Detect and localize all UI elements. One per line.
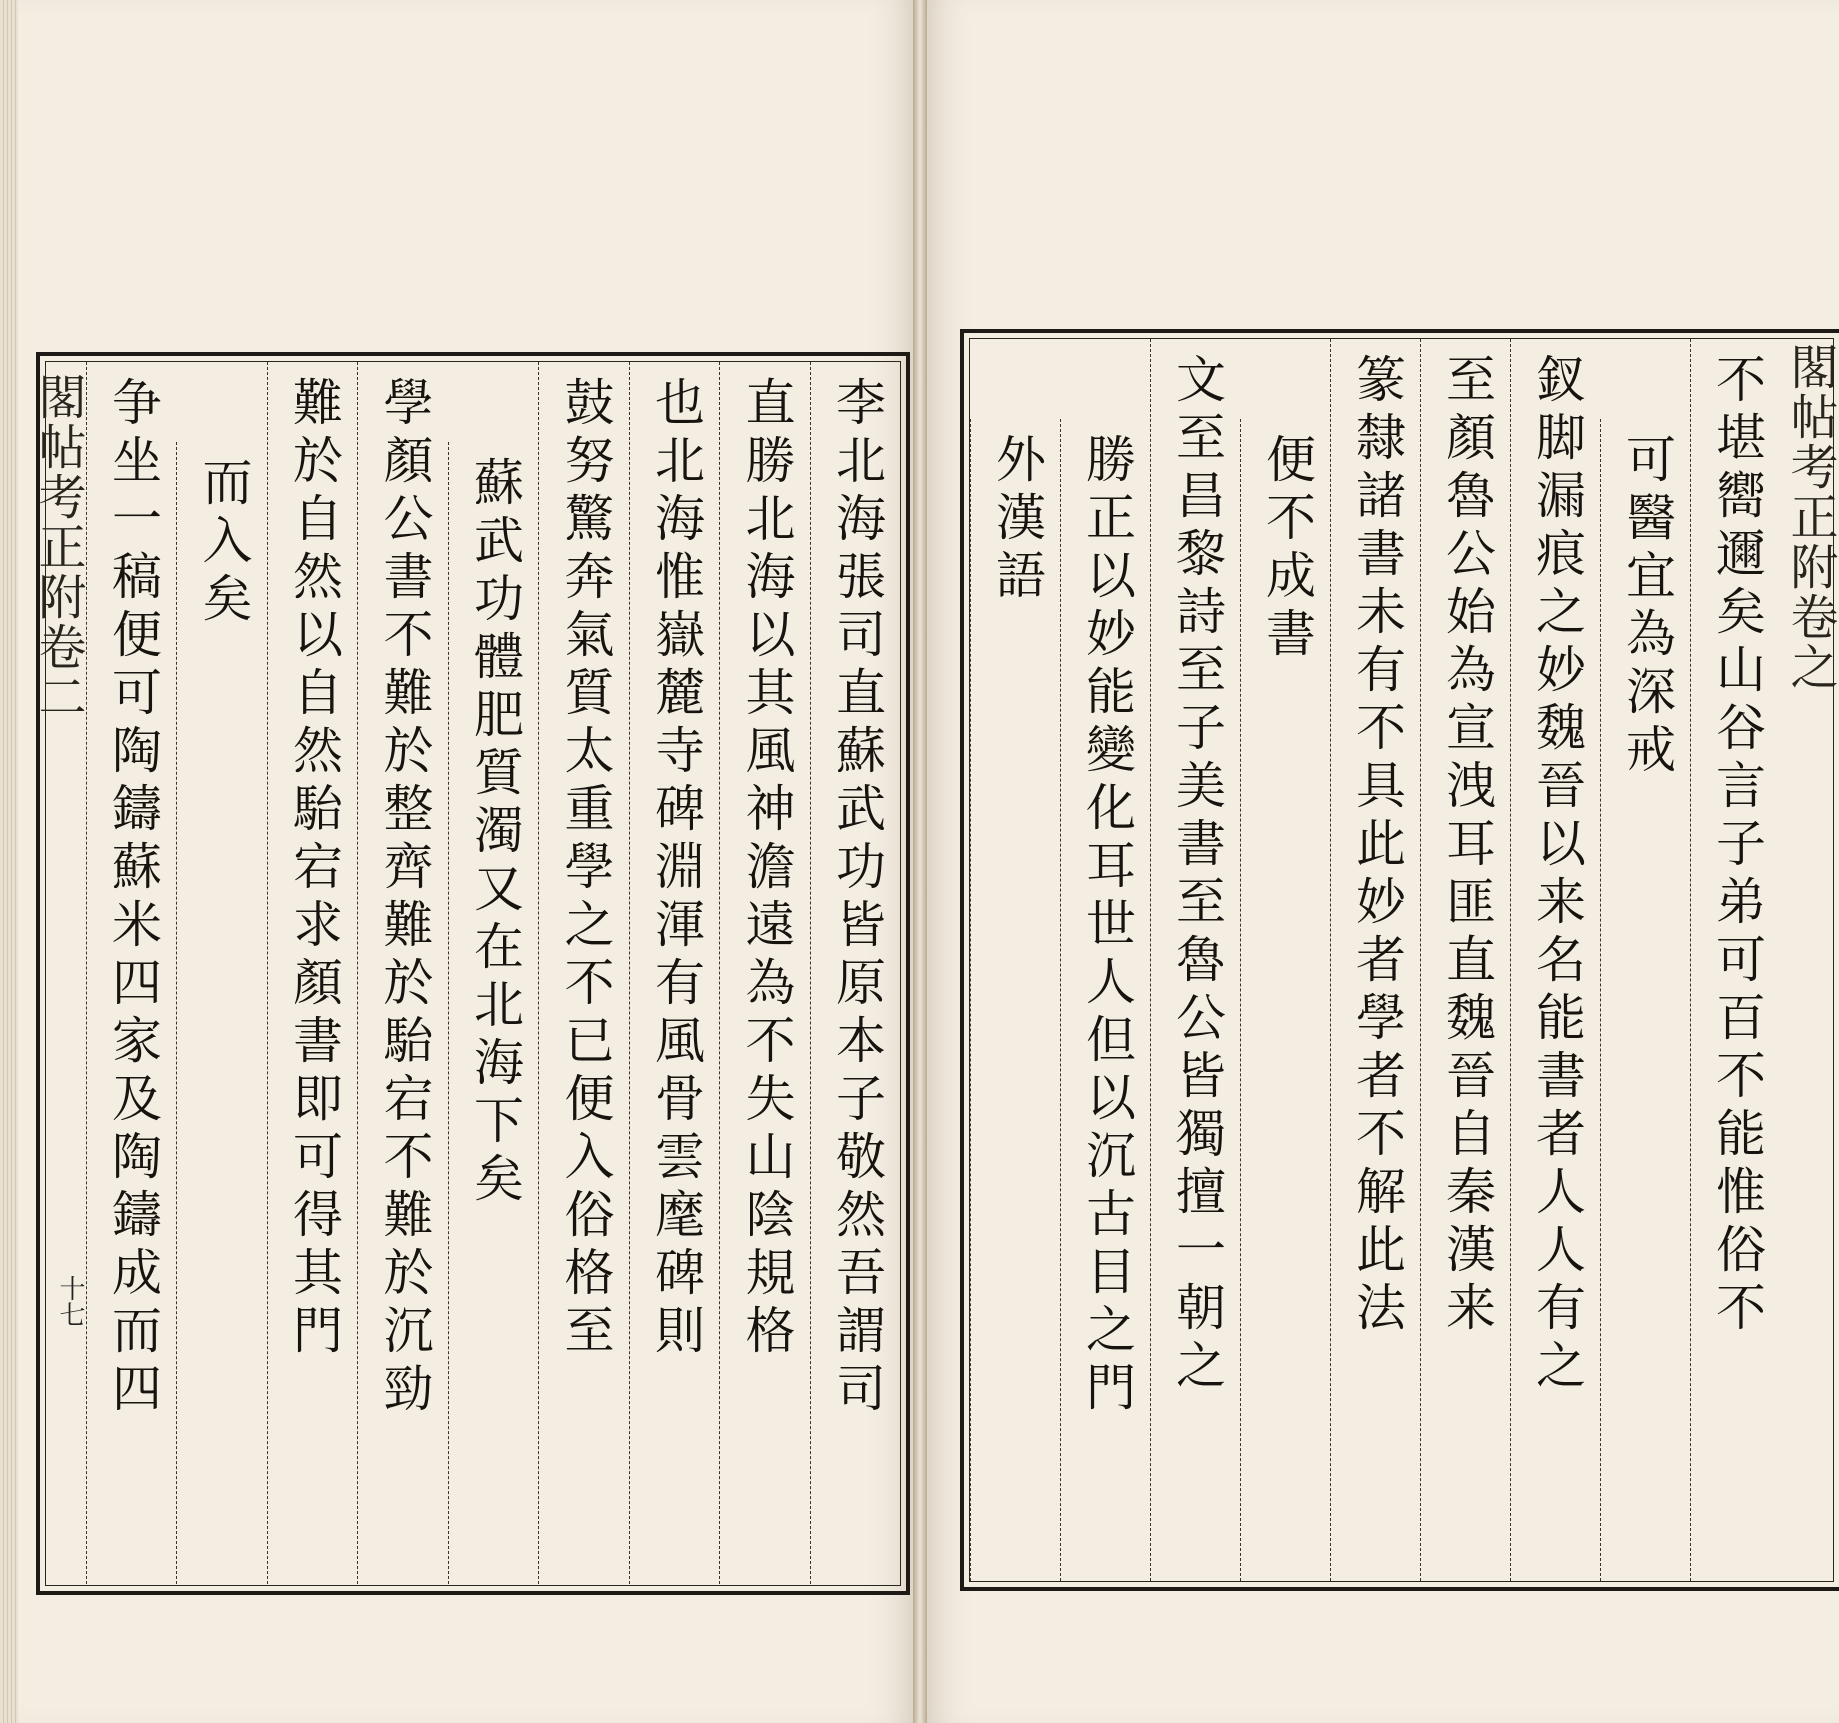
right-page-column-3: 釵脚漏痕之妙魏晉以来名能書者人人有之 bbox=[1510, 339, 1600, 1581]
right-page-column-4: 至顏魯公始為宣洩耳匪直魏晉自秦漢来 bbox=[1420, 339, 1510, 1581]
left-page-column-9: 争坐一稿便可陶鑄蘇米四家及陶鑄成而四 bbox=[86, 362, 177, 1584]
right-page-column-8: 勝正以妙能變化耳世人但以沉古目之門 bbox=[1060, 419, 1150, 1581]
left-page-column-8: 而入矣 bbox=[176, 442, 267, 1584]
left-page-column-1: 李北海張司直蘇武功皆原本子敬然吾謂司 bbox=[810, 362, 901, 1584]
leaf-number: 十七 bbox=[55, 1275, 85, 1327]
left-page-column-7: 難於自然以自然駘宕求顏書即可得其門 bbox=[267, 362, 358, 1584]
left-page-column-5: 蘇武功體肥質濁又在北海下矣 bbox=[448, 442, 539, 1584]
right-page-column-9: 外漢語 bbox=[970, 419, 1060, 1581]
left-margin-title: 閣帖考正附卷二 bbox=[30, 372, 86, 722]
left-page-column-4: 鼓努驚奔氣質太重學之不已便入俗格至 bbox=[538, 362, 629, 1584]
left-page-column-6: 學顏公書不難於整齊難於駘宕不難於沉勁 bbox=[357, 362, 448, 1584]
right-margin-title: 閣帖考正附卷之 bbox=[1782, 342, 1838, 692]
book-gutter bbox=[913, 0, 927, 1723]
page-stack-edge bbox=[0, 0, 18, 1723]
right-page-column-7: 文至昌黎詩至子美書至魯公皆獨擅一朝之 bbox=[1150, 339, 1240, 1581]
left-page-column-3: 也北海惟嶽麓寺碑淵渾有風骨雲麾碑則 bbox=[629, 362, 720, 1584]
left-page-column-2: 直勝北海以其風神澹遠為不失山陰規格 bbox=[719, 362, 810, 1584]
right-page-column-6: 便不成書 bbox=[1240, 419, 1330, 1581]
right-page-column-1: 不堪嚮邇矣山谷言子弟可百不能惟俗不 bbox=[1690, 339, 1780, 1581]
right-page-column-2: 可醫宜為深戒 bbox=[1600, 419, 1690, 1581]
right-page-column-5: 篆隸諸書未有不具此妙者學者不解此法 bbox=[1330, 339, 1420, 1581]
